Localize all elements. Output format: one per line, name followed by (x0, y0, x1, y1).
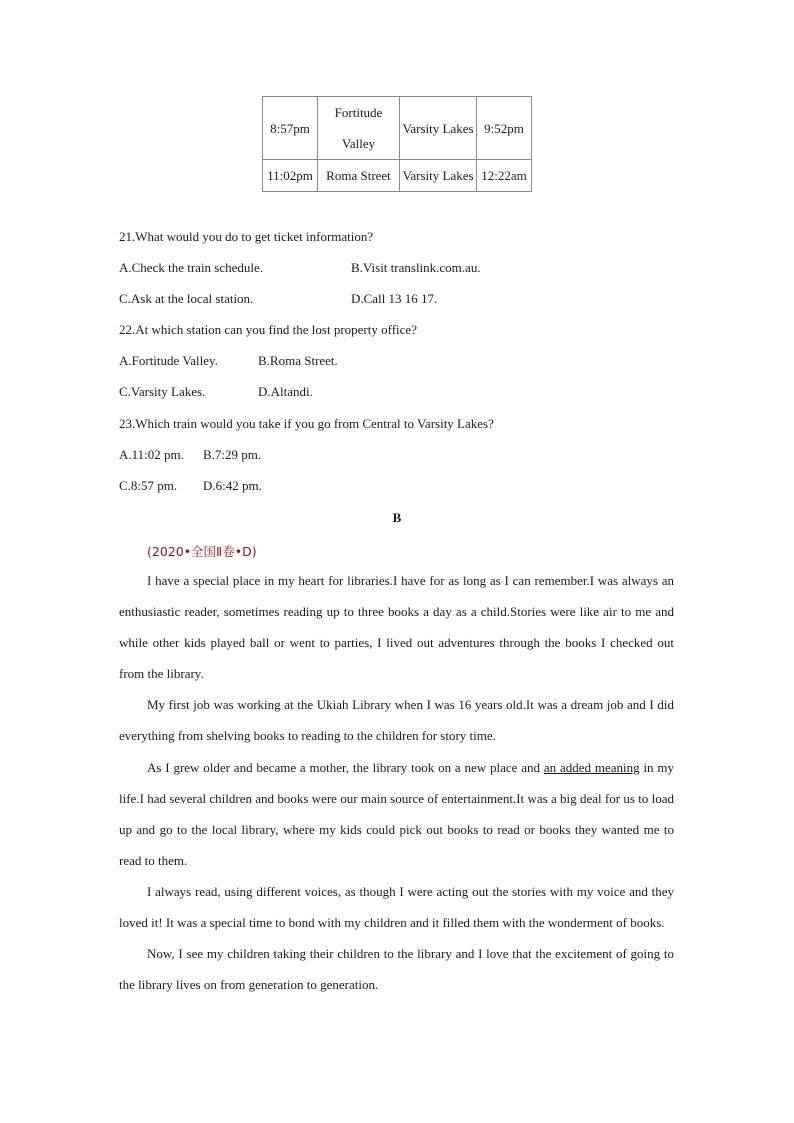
table-row (263, 97, 532, 160)
passage-paragraph: I always read, using different voices, as though I were acting out the stories with my voice and they loved it! It was a special time to bond with my children and it filled them with the wonderment of books. (119, 883, 674, 931)
underlined-phrase: an added meaning (543, 759, 640, 775)
option-d: D.6:42 pm. (203, 478, 262, 493)
passage-text: As I grew older and became a mother, the library took on a new place and (147, 759, 544, 775)
option-a: A.Check the train schedule. (119, 260, 264, 275)
option-d: D.Call 13 16 17. (351, 291, 438, 306)
question-stem: 21.What would you do to get ticket information? (119, 229, 374, 244)
question-stem: 22.At which station can you find the lost property office? (119, 322, 417, 337)
passage-paragraph (119, 752, 674, 876)
question-stem: 23.Which train would you take if you go from Central to Varsity Lakes? (119, 416, 494, 431)
destination-cell: Varsity Lakes (400, 160, 477, 192)
reading-passage (119, 565, 674, 1000)
option-b: B.Roma Street. (258, 353, 338, 368)
station-cell: Roma Street (318, 160, 400, 192)
station-cell: Fortitude Valley (318, 97, 400, 160)
arrival-time-cell: 12:22am (477, 160, 532, 192)
option-a: A.11:02 pm. (119, 447, 184, 462)
train-schedule-table (262, 96, 532, 192)
option-b: B.7:29 pm. (203, 447, 262, 462)
option-c: C.Ask at the local station. (119, 291, 254, 306)
option-a: A.Fortitude Valley. (119, 353, 218, 368)
departure-time-cell: 8:57pm (263, 97, 318, 160)
departure-time-cell: 11:02pm (263, 160, 318, 192)
arrival-time-cell: 9:52pm (477, 97, 532, 160)
source-citation: (2020•全国Ⅱ卷•D) (147, 544, 257, 559)
option-b: B.Visit translink.com.au. (351, 260, 481, 275)
table-row (263, 160, 532, 192)
passage-paragraph: Now, I see my children taking their children to the library and I love that the excitement of going to the library lives on from generation to generation. (119, 946, 674, 993)
passage-paragraph: I have a special place in my heart for libraries.I have for as long as I can remember.I was always an enthusiastic reader, sometimes reading up to three books a day as a child.Stories were like air to me and while other kids played ball or went to parties, I lived out adventures through the books I checked out from the library. (119, 573, 674, 682)
passage-paragraph: My first job was working at the Ukiah Library when I was 16 years old.It was a dream job and I did everything from shelving books to reading to the children for story time. (119, 697, 674, 744)
option-c: C.Varsity Lakes. (119, 384, 206, 399)
passage-text: in my life.I had several children and books were our main source of entertainment.It was a big deal for us to load up and go to the local library, where my kids could pick out books to read or books they wanted me to read to them. (119, 759, 674, 868)
destination-cell: Varsity Lakes (400, 97, 477, 160)
option-c: C.8:57 pm. (119, 478, 178, 493)
section-heading: B (392, 510, 402, 525)
option-d: D.Altandi. (258, 384, 313, 399)
